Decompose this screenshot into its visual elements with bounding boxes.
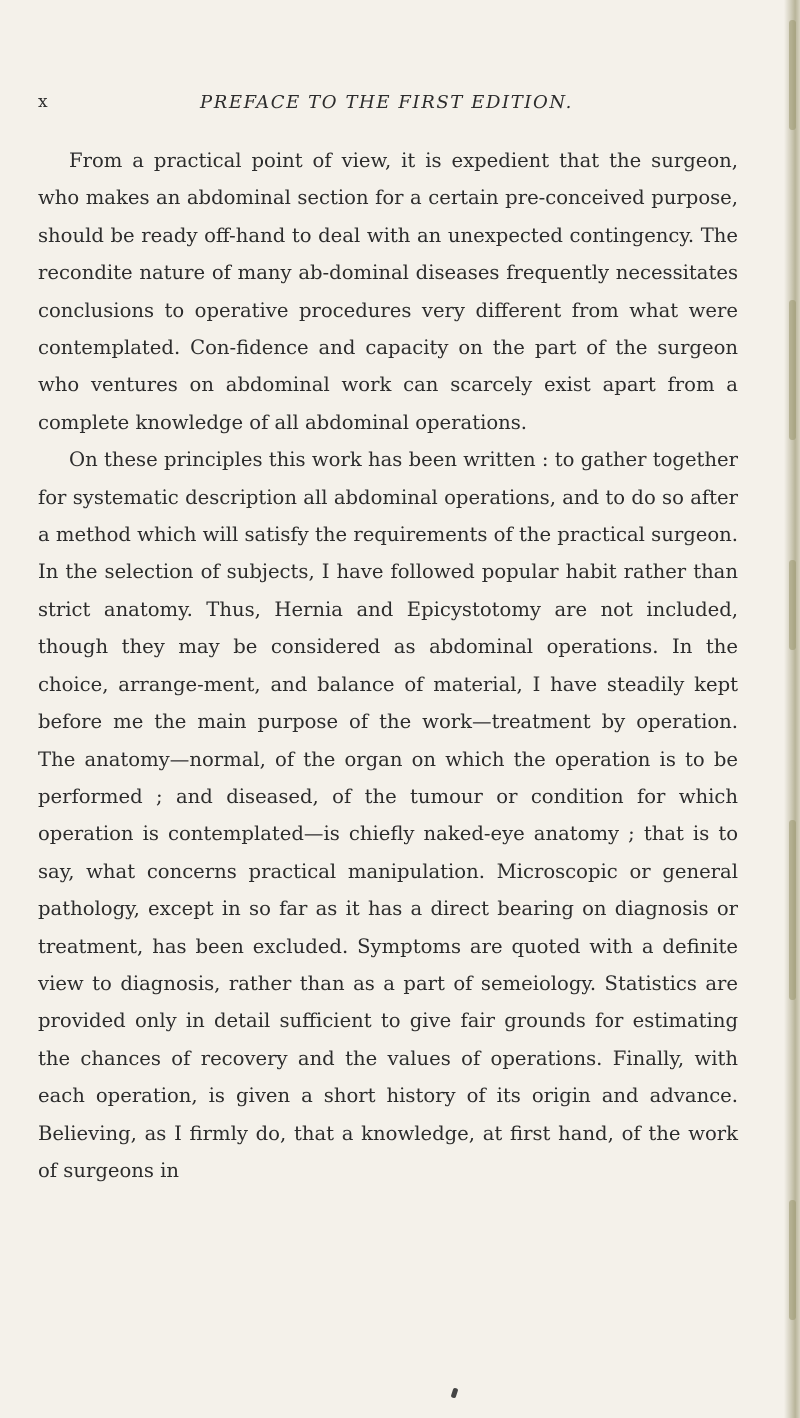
running-title: PREFACE TO THE FIRST EDITION. [200,92,573,113]
page-header [38,92,738,122]
binding-mark [789,820,796,1000]
binding-mark [789,20,796,130]
paragraph-1: From a practical point of view, it is expedient that the surgeon, who makes an abdominal section for a certain pre-conceived purpose, should be ready off-hand to deal with an unexpected contingency. The recondite nature of many ab-dominal diseases frequently necessitates conclusions to operative procedures very different from what were contemplated. Con-fidence and capacity on the part of the surgeon who ventures on abdominal work can scarcely exist apart from a complete knowledge of all abdominal operations. [38,149,738,434]
binding-mark [789,1200,796,1320]
ink-speck [451,1387,459,1398]
paragraph-2: On these principles this work has been written : to gather together for systematic description all abdominal operations, and to do so after a method which will satisfy the requirements of the practical surgeon. In the selection of subjects, I have followed popular habit rather than strict anatomy. Thus, Hernia and Epicystotomy are not included, though they may be considered as abdominal operations. In the choice, arrange-ment, and balance of material, I have steadily kept before me the main purpose of the work—treatment by operation. The anatomy—normal, of the organ on which the operation is to be performed ; and diseased, of the tumour or condition for which operation is contemplated—is chiefly naked-eye anatomy ; that is to say, what concerns practical manipulation. Microscopic or general pathology, except in so far as it has a direct bearing on diagnosis or treatment, has been excluded. Symptoms are quoted with a definite view to diagnosis, rather than as a part of semeiology. Statistics are provided only in detail sufficient to give fair grounds for estimating the chances of recovery and the values of operations. Finally, with each operation, is given a short history of its origin and advance. Believing, as I firmly do, that a knowledge, at first hand, of the work of surgeons in [38,448,738,1182]
page-number: x [38,92,49,112]
binding-mark [789,560,796,650]
binding-mark [789,300,796,440]
body-text [38,142,738,1189]
